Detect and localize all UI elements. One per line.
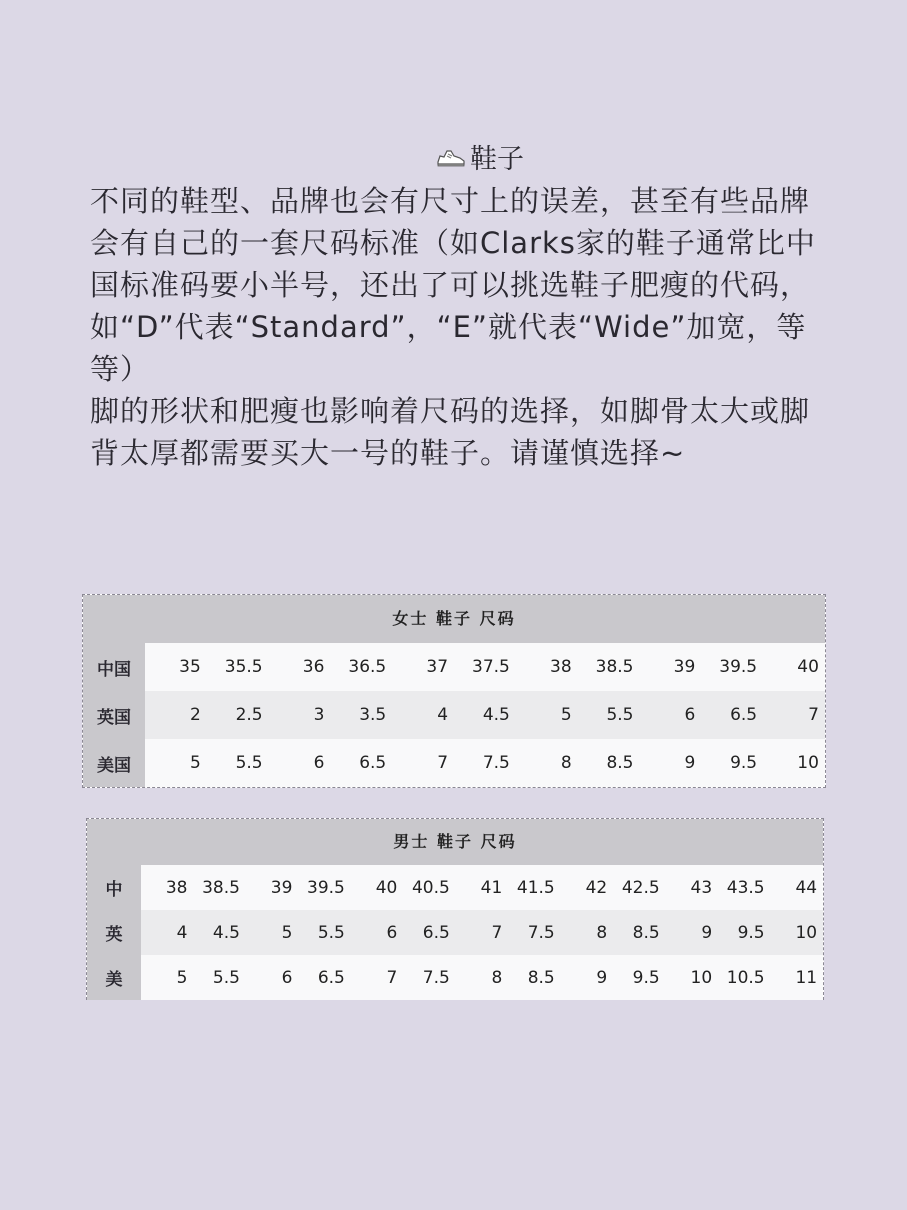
size-cell: 6.5 <box>422 922 450 943</box>
size-cell: 8 <box>560 753 572 773</box>
row-label: 英国 <box>83 691 145 739</box>
row-label: 中国 <box>83 643 145 691</box>
size-cell: 8.5 <box>527 967 555 988</box>
size-cell: 38 <box>165 877 188 898</box>
men-table-rows <box>87 865 823 1000</box>
size-cell: 6.5 <box>730 705 758 725</box>
size-cell: 39 <box>673 657 696 677</box>
size-cell: 6.5 <box>317 967 345 988</box>
note-paragraph-1: 不同的鞋型、品牌也会有尺寸上的误差，甚至有些品牌会有自己的一套尺码标准（如Clarks家的鞋子通常比中国标准码要小半号，还出了可以挑选鞋子肥瘦的代码，如“D”代表“Standard”，“E”就代表“Wide”加宽，等等） <box>90 184 816 386</box>
size-cell: 40 <box>797 657 819 677</box>
men-size-table <box>86 818 824 1000</box>
size-cell: 41 <box>480 877 503 898</box>
size-cell: 5 <box>560 705 572 725</box>
women-size-table <box>82 594 826 788</box>
size-cell: 8.5 <box>606 753 634 773</box>
size-cell: 6.5 <box>359 753 387 773</box>
size-cell: 37.5 <box>472 657 510 677</box>
size-cell: 7 <box>437 753 449 773</box>
table-row <box>83 739 825 787</box>
size-cell: 7.5 <box>422 967 450 988</box>
size-cell: 6 <box>684 705 696 725</box>
table-row <box>83 691 825 739</box>
women-table-rows <box>83 643 825 787</box>
row-label: 英 <box>87 910 141 955</box>
size-cell: 5 <box>176 967 188 988</box>
size-cell: 2 <box>189 705 201 725</box>
size-cell: 38.5 <box>202 877 240 898</box>
size-cell: 35 <box>179 657 201 677</box>
size-cell: 38 <box>550 657 572 677</box>
table-row <box>83 643 825 691</box>
size-cell: 7 <box>491 922 503 943</box>
size-cell: 4.5 <box>212 922 240 943</box>
size-cell: 6 <box>386 922 398 943</box>
note-title <box>90 140 830 180</box>
size-cell: 5 <box>189 753 201 773</box>
size-cell: 36.5 <box>348 657 387 677</box>
size-cell: 8 <box>491 967 503 988</box>
size-cell: 42 <box>585 877 608 898</box>
size-cell: 39 <box>270 877 293 898</box>
size-cell: 8 <box>596 922 608 943</box>
size-cell: 3.5 <box>359 705 387 725</box>
size-cell: 9 <box>701 922 713 943</box>
size-cell: 41.5 <box>516 877 555 898</box>
size-cell: 36 <box>302 657 325 677</box>
size-cell: 6 <box>281 967 293 988</box>
size-cell: 9.5 <box>730 753 758 773</box>
men-table-title: 男士 鞋子 尺码 <box>87 819 823 865</box>
table-row <box>87 865 823 910</box>
size-cell: 5.5 <box>606 705 634 725</box>
size-cell: 6 <box>313 753 325 773</box>
size-cell: 9.5 <box>632 967 660 988</box>
size-cell: 5.5 <box>317 922 345 943</box>
size-cell: 43.5 <box>726 877 765 898</box>
size-cell: 5 <box>281 922 293 943</box>
size-cell: 10 <box>795 922 818 943</box>
row-label: 中 <box>87 865 141 910</box>
size-cell: 9 <box>684 753 696 773</box>
table-row <box>87 955 823 1000</box>
size-cell: 11 <box>795 967 818 988</box>
size-cell: 38.5 <box>595 657 634 677</box>
size-cell: 7.5 <box>527 922 555 943</box>
size-cell: 4.5 <box>482 705 510 725</box>
size-cell: 43 <box>690 877 713 898</box>
table-row <box>87 910 823 955</box>
size-cell: 39.5 <box>719 657 758 677</box>
size-cell: 10 <box>690 967 713 988</box>
size-cell: 4 <box>176 922 188 943</box>
size-cell: 7 <box>386 967 398 988</box>
size-cell: 7 <box>808 705 819 725</box>
note-paragraph-2: 脚的形状和肥瘦也影响着尺码的选择，如脚骨太大或脚背太厚都需要买大一号的鞋子。请谨慎选择~ <box>90 394 811 470</box>
size-cell: 35.5 <box>224 657 263 677</box>
size-cell: 5.5 <box>212 967 240 988</box>
note-title-text: 鞋子 <box>470 144 524 175</box>
size-cell: 3 <box>313 705 325 725</box>
women-table-title: 女士 鞋子 尺码 <box>83 595 825 643</box>
row-label: 美国 <box>83 739 145 787</box>
size-cell: 9.5 <box>737 922 765 943</box>
size-cell: 4 <box>437 705 449 725</box>
size-cell: 40.5 <box>411 877 450 898</box>
row-label: 美 <box>87 955 141 1000</box>
size-cell: 2.5 <box>235 705 263 725</box>
shoe-icon <box>436 141 466 181</box>
size-cell: 39.5 <box>307 877 345 898</box>
size-cell: 5.5 <box>235 753 263 773</box>
size-cell: 9 <box>596 967 608 988</box>
size-cell: 42.5 <box>621 877 660 898</box>
size-cell: 7.5 <box>482 753 510 773</box>
size-cell: 10 <box>797 753 819 773</box>
note-text-block <box>90 140 830 474</box>
size-cell: 8.5 <box>632 922 660 943</box>
size-cell: 40 <box>375 877 398 898</box>
size-cell: 44 <box>795 877 818 898</box>
size-cell: 37 <box>426 657 449 677</box>
size-cell: 10.5 <box>726 967 765 988</box>
